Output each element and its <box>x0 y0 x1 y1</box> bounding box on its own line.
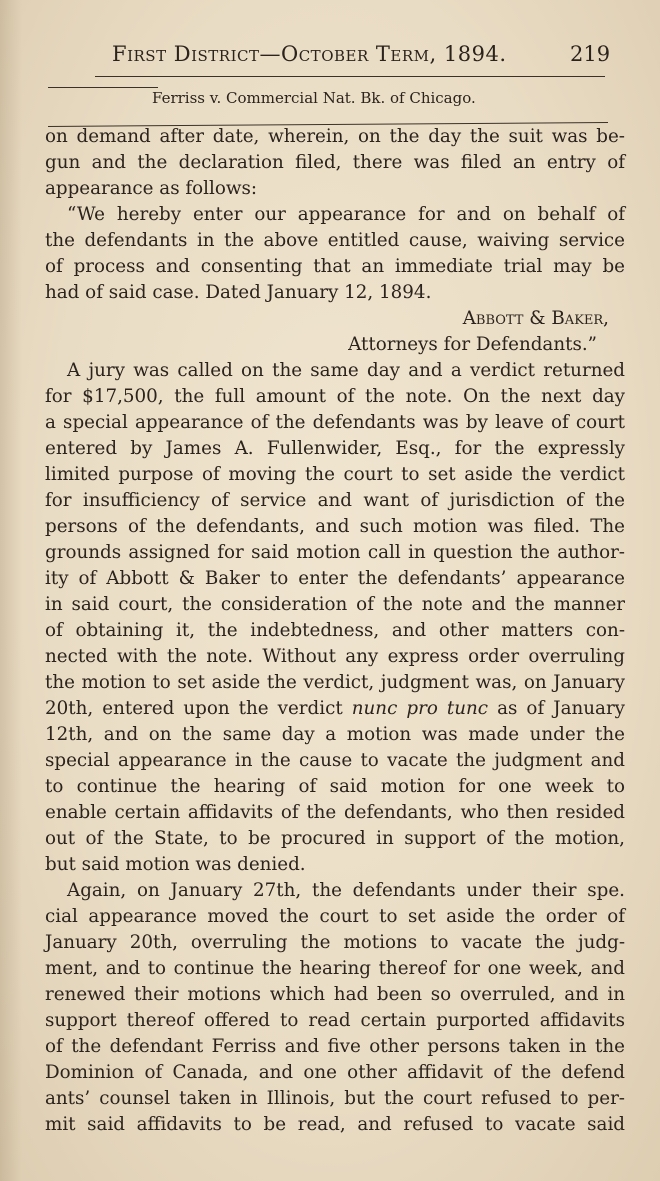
text-line: out of the State, to be procured in support of the motion, <box>45 828 625 849</box>
binding-shadow <box>0 0 22 1181</box>
case-title: Ferriss v. Commercial Nat. Bk. of Chicago. <box>152 89 476 107</box>
running-head: First District—October Term, 1894. <box>112 42 507 66</box>
text-line: to continue the hearing of said motion for one week to <box>45 776 625 797</box>
text-line: January 20th, overruling the motions to vacate the judg- <box>45 932 625 953</box>
text-line: appearance as follows: <box>45 178 258 199</box>
text-line: the motion to set aside the verdict, judgment was, on January <box>45 672 625 693</box>
text-line: on demand after date, wherein, on the day the suit was be- <box>45 126 625 147</box>
signature-line: Attorneys for Defendants.” <box>348 334 597 355</box>
text-line: mit said affidavits to be read, and refused to vacate said <box>45 1114 625 1135</box>
text-line: of obtaining it, the indebtedness, and other matters con- <box>45 620 625 641</box>
text-line: A jury was called on the same day and a verdict returned <box>67 360 625 381</box>
text-line: Dominion of Canada, and one other affidavit of the defend <box>45 1062 625 1083</box>
text-line: ment, and to continue the hearing thereof for one week, and <box>45 958 625 979</box>
text-line: gun and the declaration filed, there was filed an entry of <box>45 152 625 173</box>
text-line: the defendants in the above entitled cause, waiving service <box>45 230 625 251</box>
page-header <box>0 38 660 78</box>
text-line: support thereof offered to read certain purported affidavits <box>45 1010 625 1031</box>
text-line: of process and consenting that an immediate trial may be <box>45 256 625 277</box>
header-rule <box>95 76 605 77</box>
text-line: nected with the note. Without any express order overruling <box>45 646 625 667</box>
text-line: persons of the defendants, and such motion was filed. The <box>45 516 625 537</box>
text-line: grounds assigned for said motion call in question the author- <box>45 542 625 563</box>
text-line: but said motion was denied. <box>45 854 306 875</box>
text-line: limited purpose of moving the court to set aside the verdict <box>45 464 625 485</box>
text-line: cial appearance moved the court to set aside the order of <box>45 906 625 927</box>
signature-line: Abbott & Baker, <box>462 308 609 329</box>
body-text <box>45 124 625 1138</box>
text-line: in said court, the consideration of the note and the manner <box>45 594 625 615</box>
text-line: special appearance in the cause to vacate the judgment and <box>45 750 625 771</box>
text-line: of the defendant Ferriss and five other persons taken in the <box>45 1036 625 1057</box>
text-line: for insufficiency of service and want of jurisdiction of the <box>45 490 625 511</box>
text-line: renewed their motions which had been so overruled, and in <box>45 984 625 1005</box>
text-line: a special appearance of the defendants was by leave of court <box>45 412 625 433</box>
text-line: “We hereby enter our appearance for and on behalf of <box>67 204 625 225</box>
page-number: 219 <box>570 42 611 66</box>
text-line: ity of Abbott & Baker to enter the defendants’ appearance <box>45 568 625 589</box>
text-line: Again, on January 27th, the defendants under their spe. <box>67 880 625 901</box>
text-line: enable certain affidavits of the defendants, who then resided <box>45 802 625 823</box>
text-line: 20th, entered upon the verdict nunc pro tunc as of January <box>45 698 626 719</box>
text-line: had of said case. Dated January 12, 1894. <box>45 282 432 303</box>
text-line: ants’ counsel taken in Illinois, but the court refused to per- <box>45 1088 625 1109</box>
short-rule <box>48 87 158 88</box>
text-line: for $17,500, the full amount of the note. On the next day <box>45 386 625 407</box>
text-line: entered by James A. Fullenwider, Esq., for the expressly <box>45 438 625 459</box>
text-line: 12th, and on the same day a motion was made under the <box>45 724 625 745</box>
